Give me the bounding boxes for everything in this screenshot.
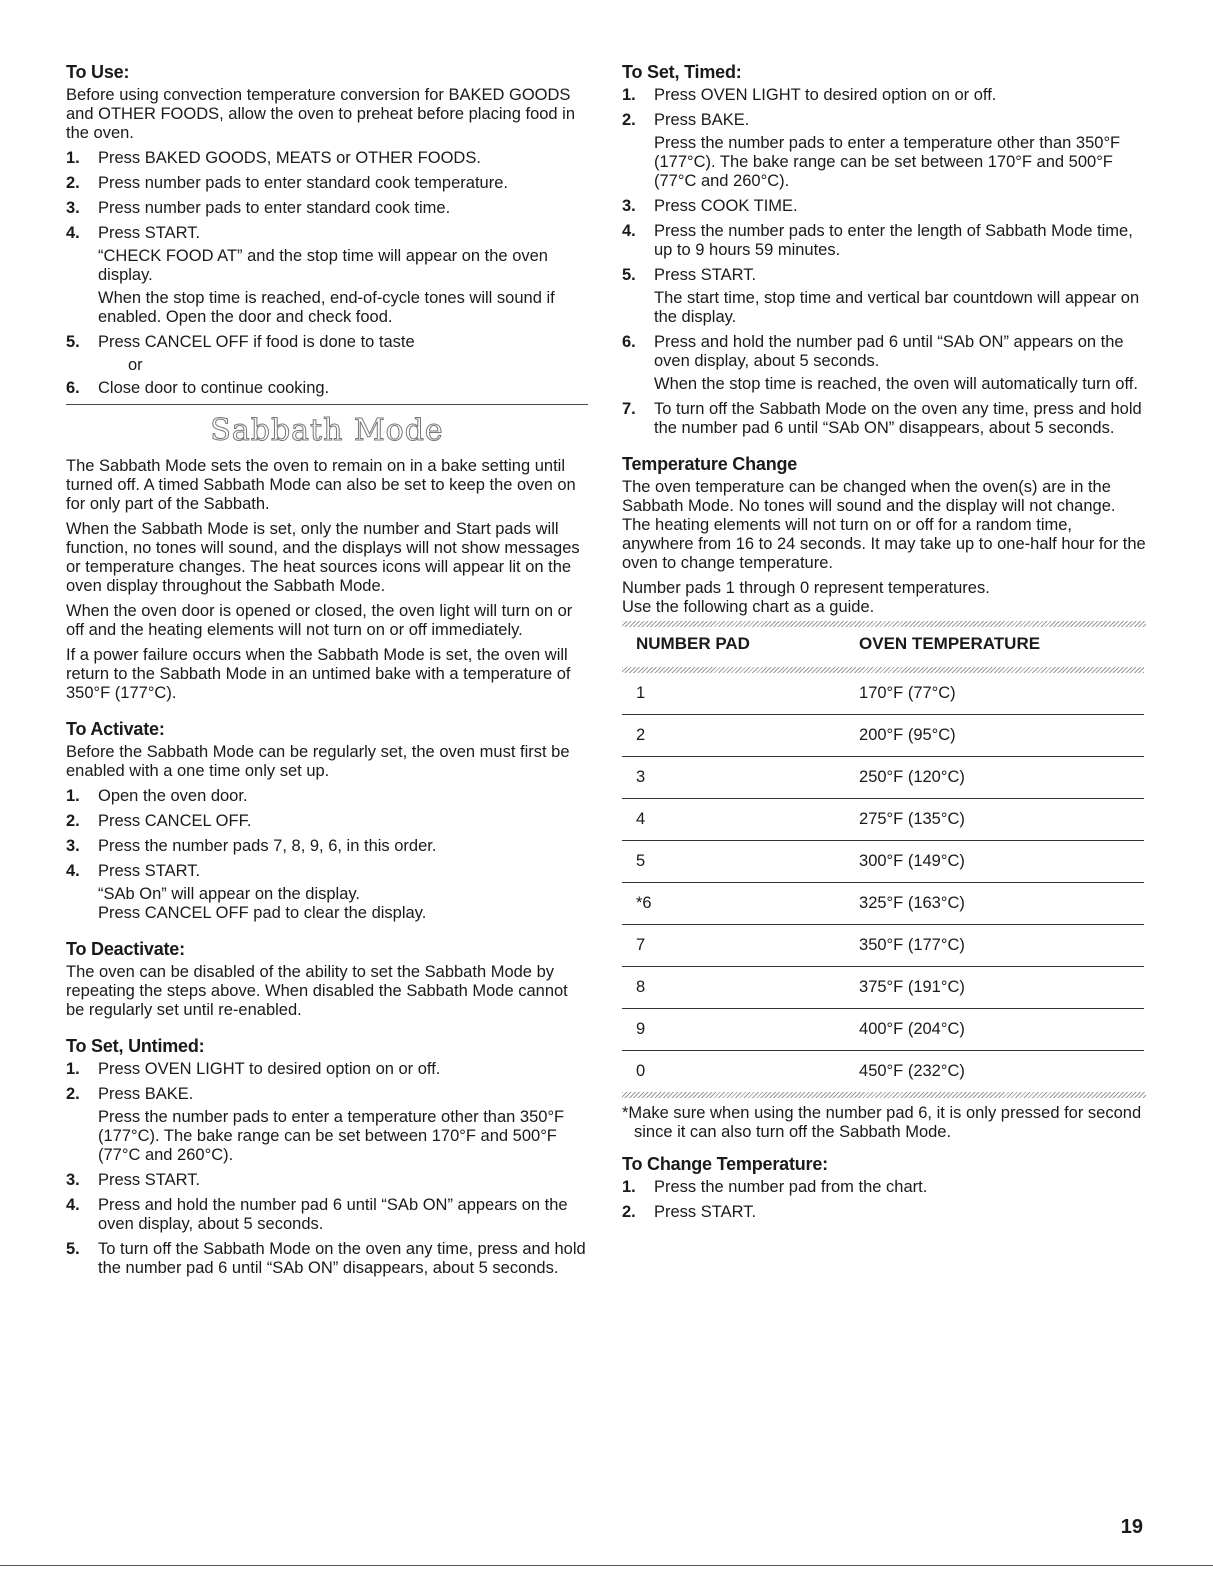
sabbath-paragraph: When the oven door is opened or closed, the oven light will turn on or off and the heating elements will not turn on or off immediately. — [66, 602, 573, 639]
to-set-untimed-heading: To Set, Untimed: — [66, 1036, 205, 1056]
table-footnote: *Make sure when using the number pad 6, it is only pressed for second since it can also turn off the Sabbath Mode. — [622, 1104, 1142, 1141]
to-use-intro: Before using convection temperature conversion for BAKED GOODS and OTHER FOODS, allow the oven to preheat before placing food in the oven. — [66, 86, 576, 142]
to-use-steps — [66, 149, 588, 398]
sabbath-paragraph: When the Sabbath Mode is set, only the number and Start pads will function, no tones will sound, and the displays will not show messages or temperature changes. The heat sources icons will appear lit on the oven display throughout the Sabbath Mode. — [66, 520, 580, 595]
to-activate-steps — [66, 787, 588, 923]
to-use-heading: To Use: — [66, 62, 130, 82]
right-column — [622, 62, 1146, 1228]
column-header: NUMBER PAD — [636, 634, 750, 653]
list-item: 2. Press START. — [622, 1203, 757, 1221]
section-title: Sabbath Mode — [210, 413, 444, 448]
list-item: 1. Press OVEN LIGHT to desired option on or off. — [66, 1060, 441, 1078]
list-item: 5. Press START. The start time, stop time and vertical bar countdown will appear on the display. — [622, 266, 1140, 326]
list-item: 2. Press BAKE. Press the number pads to enter a temperature other than 350°F (177°C). The bake range can be set between 170°F and 500°F (77°C and 260°C). — [622, 111, 1121, 190]
page-bottom-rule — [0, 1565, 1213, 1566]
list-item: 5. Press CANCEL OFF if food is done to taste — [66, 333, 415, 351]
list-item: 3. Press number pads to enter standard cook time. — [66, 199, 451, 217]
list-item: 7. To turn off the Sabbath Mode on the oven any time, press and hold the number pad 6 until “SAb ON” disappears, about 5 seconds. — [622, 400, 1142, 437]
list-item: 2. Press BAKE. Press the number pads to enter a temperature other than 350°F (177°C). The bake range can be set between 170°F and 500°F (77°C and 260°C). — [66, 1085, 565, 1164]
table-row: 5 300°F (149°C) — [622, 841, 1144, 883]
sabbath-paragraph: If a power failure occurs when the Sabbath Mode is set, the oven will return to the Sabbath Mode in an untimed bake with a temperature of 350°F (177°C). — [66, 646, 571, 702]
temperature-change-heading: Temperature Change — [622, 454, 798, 474]
table-header-row — [622, 627, 1144, 667]
column-header: OVEN TEMPERATURE — [859, 634, 1041, 653]
to-set-timed-steps — [622, 86, 1146, 438]
list-item: 4. Press and hold the number pad 6 until “SAb ON” appears on the oven display, about 5 seconds. — [66, 1196, 568, 1233]
temperature-table — [622, 627, 1144, 1092]
to-set-timed-heading: To Set, Timed: — [622, 62, 742, 82]
sabbath-paragraph: The Sabbath Mode sets the oven to remain on in a bake setting until turned off. A timed Sabbath Mode can also be set to keep the oven on for only part of the Sabbath. — [66, 457, 576, 513]
to-change-temperature-heading: To Change Temperature: — [622, 1154, 828, 1174]
temperature-change-note: Number pads 1 through 0 represent temperatures. — [622, 579, 990, 597]
temperature-change-note: Use the following chart as a guide. — [622, 598, 875, 616]
list-item: 1. Press the number pad from the chart. — [622, 1178, 928, 1196]
to-activate-heading: To Activate: — [66, 719, 165, 739]
table-row: 1 170°F (77°C) — [622, 673, 1144, 715]
list-item: 4. Press the number pads to enter the length of Sabbath Mode time, up to 9 hours 59 minutes. — [622, 222, 1133, 259]
table-row: 9 400°F (204°C) — [622, 1009, 1144, 1051]
to-activate-intro: Before the Sabbath Mode can be regularly set, the oven must first be enabled with a one time only set up. — [66, 743, 570, 780]
list-item: 1. Press OVEN LIGHT to desired option on or off. — [622, 86, 997, 104]
table-row: 4 275°F (135°C) — [622, 799, 1144, 841]
or-text: or — [128, 356, 143, 374]
table-row: 3 250°F (120°C) — [622, 757, 1144, 799]
list-item: 6. Close door to continue cooking. — [66, 379, 330, 397]
to-deactivate-heading: To Deactivate: — [66, 939, 185, 959]
section-divider — [66, 404, 588, 405]
table-bottom-border — [622, 1092, 1146, 1098]
temperature-change-paragraph: The oven temperature can be changed when the oven(s) are in the Sabbath Mode. No tones will sound and the display will not change. The heating elements will not turn on or off for a random time, anywhere from 16 to 24 seconds. It may take up to one-half hour for the oven to change temperature. — [622, 478, 1146, 572]
list-item: 3. Press the number pads 7, 8, 9, 6, in this order. — [66, 837, 437, 855]
to-set-untimed-steps — [66, 1060, 588, 1278]
table-row: 8 375°F (191°C) — [622, 967, 1144, 1009]
list-item: 2. Press CANCEL OFF. — [66, 812, 252, 830]
list-item: 4. Press START. “CHECK FOOD AT” and the stop time will appear on the oven display. When the stop time is reached, end-of-cycle tones will sound if enabled. Open the door and check food. — [66, 224, 555, 326]
table-row: 0 450°F (232°C) — [636, 1062, 965, 1080]
list-item: 1. Open the oven door. — [66, 787, 248, 805]
list-item: 1. Press BAKED GOODS, MEATS or OTHER FOODS. — [66, 149, 481, 167]
table-row: 7 350°F (177°C) — [622, 925, 1144, 967]
list-item: 4. Press START. “SAb On” will appear on the display. Press CANCEL OFF pad to clear the display. — [66, 862, 427, 922]
list-item: 6. Press and hold the number pad 6 until “SAb ON” appears on the oven display, about 5 seconds. When the stop time is reached, the oven will automatically turn off. — [622, 333, 1138, 393]
page-number: 19 — [1120, 1516, 1143, 1538]
left-column — [66, 62, 588, 1284]
table-row: 2 200°F (95°C) — [622, 715, 1144, 757]
table-row: *6 325°F (163°C) — [622, 883, 1144, 925]
list-item: 2. Press number pads to enter standard cook temperature. — [66, 174, 508, 192]
to-change-temperature-steps — [622, 1178, 1146, 1222]
to-deactivate-text: The oven can be disabled of the ability to set the Sabbath Mode by repeating the steps above. When disabled the Sabbath Mode cannot be regularly set until re-enabled. — [66, 963, 568, 1019]
list-item: 3. Press START. — [66, 1171, 201, 1189]
list-item: 3. Press COOK TIME. — [622, 197, 798, 215]
list-item: 5. To turn off the Sabbath Mode on the oven any time, press and hold the number pad 6 until “SAb ON” disappears, about 5 seconds. — [66, 1240, 586, 1277]
